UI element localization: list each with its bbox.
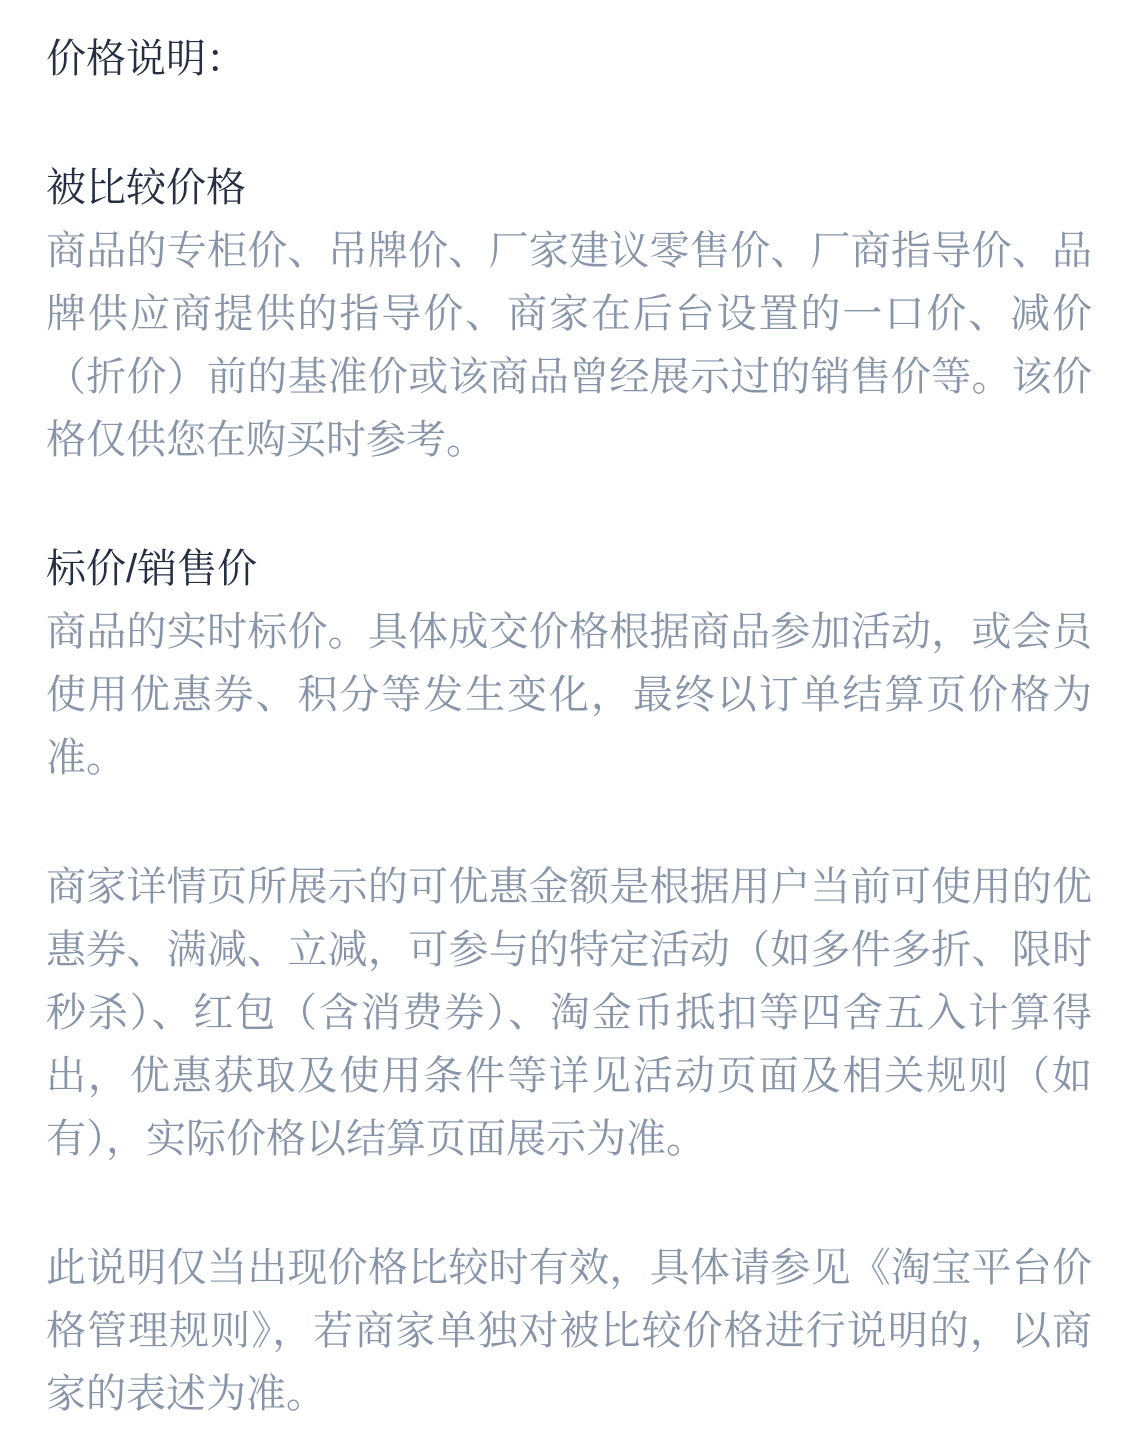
price-section [46, 856, 1092, 1171]
section-heading: 标价/销售价 [46, 547, 258, 591]
section-body: 此说明仅当出现价格比较时有效，具体请参见《淘宝平台价格管理规则》，若商家单独对被比较价格进行说明的，以商家的表述为准。 [46, 1246, 1092, 1416]
price-section [46, 538, 1092, 790]
section-body: 商家详情页所展示的可优惠金额是根据用户当前可使用的优惠券、满减、立减，可参与的特定活动（如多件多折、限时秒杀）、红包（含消费券）、淘金币抵扣等四舍五入计算得出，优惠获取及使用条件等详见活动页面及相关规则（如有），实际价格以结算页面展示为准。 [46, 865, 1092, 1161]
section-body: 商品的专柜价、吊牌价、厂家建议零售价、厂商指导价、品牌供应商提供的指导价、商家在后台设置的一口价、减价（折价）前的基准价或该商品曾经展示过的销售价等。该价格仅供您在购买时参考。 [46, 229, 1092, 462]
price-section [46, 157, 1092, 472]
page-title: 价格说明： [46, 37, 246, 81]
section-body: 商品的实时标价。具体成交价格根据商品参加活动，或会员使用优惠券、积分等发生变化，最终以订单结算页价格为准。 [46, 610, 1092, 780]
section-heading: 被比较价格 [46, 166, 246, 210]
price-section [46, 1237, 1092, 1426]
sections-container [46, 157, 1092, 1426]
